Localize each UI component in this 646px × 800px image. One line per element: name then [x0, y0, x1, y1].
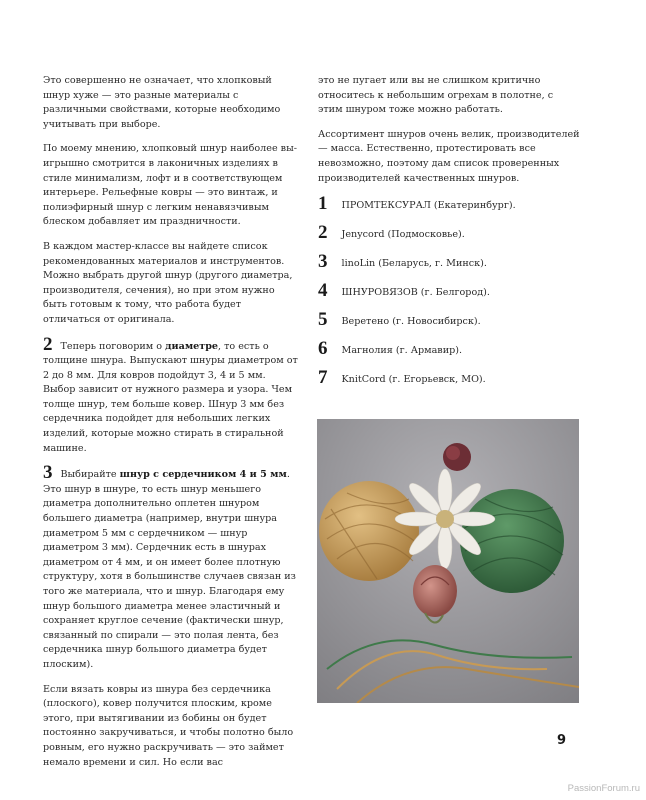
dried-flower — [443, 443, 471, 471]
list-item — [318, 338, 580, 370]
manufacturer-name: Веретено (г. Новосибирск). — [341, 316, 481, 328]
paragraph-cotton-cord: Это совершенно не означает, что хлопковый шнур хуже — это разные материалы с различными свойствами, которые необходимо учитывать при выборе. — [43, 75, 281, 130]
item-text: . Это шнур в шнуре, то есть шнур меньшего диаметра дополнительно оплетен шнуром большего диаметра (например, внутри шнура диаметром 5 мм с сердечником — шнур диаметром 3 мм). Сердечник есть в шнурах диаметром от 4 мм, и он имеет более плотную структуру, хотя в большинстве случаев связан из того же материала, что и шнур. Благодаря ему шнур большого диаметра менее эластичный и сохраняет круглое сечение (фактически шнур, связанный по спирали — это полая лента, без сердечника шнур большого диаметра будет плоским). — [43, 469, 296, 670]
list-item — [318, 193, 580, 225]
paragraph-continuation: это не пугает или вы не слишком критично относитесь к небольшим огрехам в полотне, с этим шнуром тоже можно работать. — [318, 75, 554, 116]
tan-yarn-ball — [319, 481, 419, 581]
list-number: 5 — [318, 309, 328, 331]
right-column — [318, 74, 580, 399]
paragraph-master-class: В каждом мастер-классе вы найдете список рекомендованных материалов и инструментов. Можно выбрать другой шнур (другого диаметра, производителя, сечения), но при этом нужно быть готовым к тому, что работа будет отличаться от оригинала. — [43, 240, 293, 325]
numbered-item-core-cord — [43, 462, 299, 672]
list-item — [318, 367, 580, 399]
list-number: 2 — [318, 222, 328, 244]
list-item — [318, 309, 580, 341]
paragraph-flat-cord: Если вязать ковры из шнура без сердечника (плоского), ковер получится плоским, кроме этого, при вытягивании из бобины он будет постоянно закручиваться, и чтобы полотно было ровным, его нужно раскручивать — это займет немало времени и сил. Но если вас — [43, 683, 294, 768]
left-column — [43, 74, 299, 780]
manufacturer-name: Магнолия (г. Армавир). — [341, 345, 463, 357]
item-lead: Теперь поговорим о — [60, 340, 166, 352]
item-number: 3 — [43, 462, 53, 484]
item-bold: диаметре — [165, 340, 219, 352]
list-number: 1 — [318, 193, 328, 215]
page-number: 9 — [557, 733, 567, 748]
list-item — [318, 222, 580, 254]
white-daisy — [395, 469, 495, 569]
yarn-balls-photo — [317, 419, 579, 703]
list-number: 4 — [318, 280, 328, 302]
list-number: 3 — [318, 251, 328, 273]
yarn-photo-illustration — [317, 419, 579, 703]
manufacturer-name: ШНУРОВЯЗОВ (г. Белгород). — [341, 287, 490, 299]
paragraph-assortment: Ассортимент шнуров очень велик, производителей — масса. Естественно, протестировать все невозможно, поэтому дам список проверенных производителей качественных шнуров. — [318, 128, 580, 184]
item-text: , то есть о толщине шнура. Выпускают шнуры диаметром от 2 до 8 мм. Для ковров подойдут 3, 4 и 5 мм. Выбор зависит от нужного размера и узора. Чем толще шнур, тем больше ковер. Шнур 3 мм без сердечника подойдет для небольших легких изделий, которые можно стирать в стиральной машине. — [43, 340, 298, 454]
item-bold: шнур с сердечником 4 и 5 мм — [119, 469, 287, 481]
list-item — [318, 280, 580, 312]
manufacturer-name: ПРОМТЕКСУРАЛ (Екатеринбург). — [341, 200, 516, 212]
manufacturer-name: Jenycord (Подмосковье). — [341, 229, 465, 241]
numbered-item-diameter — [43, 333, 299, 457]
list-item — [318, 251, 580, 283]
watermark: PassionForum.ru — [567, 783, 640, 794]
manufacturer-name: linoLin (Беларусь, г. Минск). — [341, 258, 487, 270]
list-number: 6 — [318, 338, 328, 360]
paragraph-opinion: По моему мнению, хлопковый шнур наиболее выигрышно смотрится в лаконичных изделиях в стиле минимализм, лофт и в соответствующем интерьере. Рельефные ковры — это винтаж, и полиэфирный шнур с легким ненавязчивым блеском добавляет им праздничности. — [43, 143, 297, 228]
item-lead: Выбирайте — [60, 469, 120, 481]
item-number: 2 — [43, 333, 53, 355]
list-number: 7 — [318, 367, 328, 389]
manufacturer-name: KnitCord (г. Егорьевск, МО). — [341, 374, 486, 386]
manufacturer-list — [318, 193, 580, 399]
